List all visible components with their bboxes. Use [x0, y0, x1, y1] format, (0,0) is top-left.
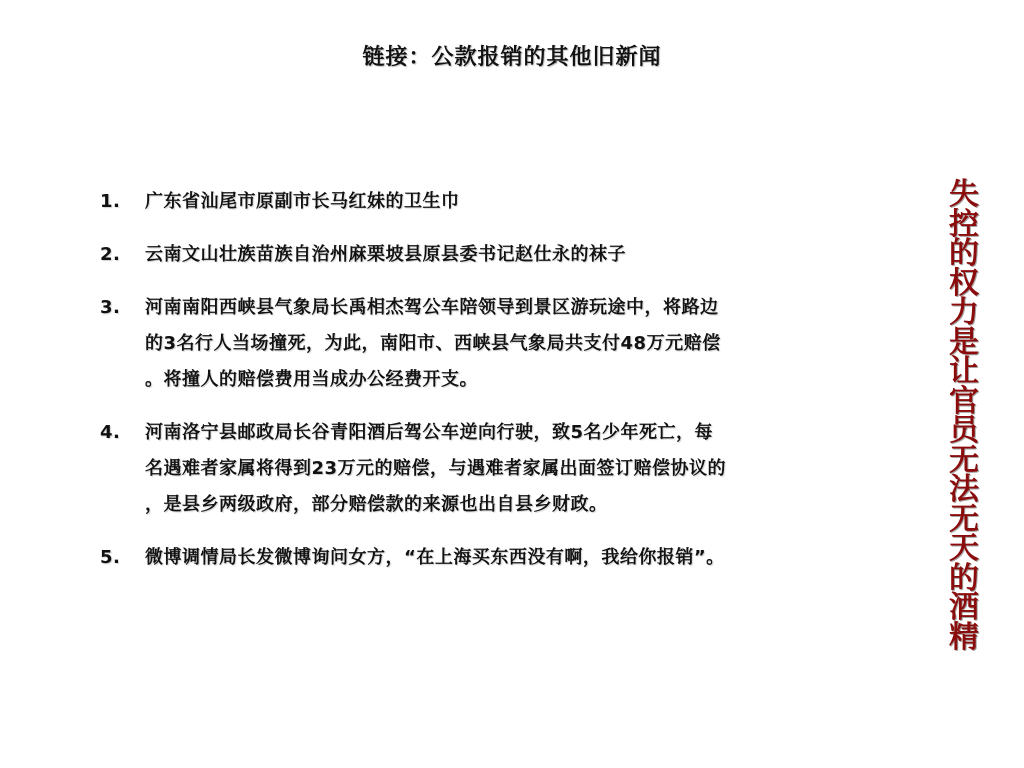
caption-char: 无: [949, 501, 979, 537]
news-item-4: [100, 415, 900, 523]
news-item-2: [100, 237, 900, 273]
item-number: 5.: [100, 547, 121, 568]
caption-char: 失: [949, 177, 979, 212]
caption-char: 酒: [949, 590, 979, 625]
news-item-5: [100, 540, 900, 576]
item-line: 云南文山壮族苗族自治州麻栗坡县原县委书记赵仕永的袜子: [145, 244, 626, 265]
item-number: 2.: [100, 244, 121, 265]
caption-char: 无: [949, 442, 979, 478]
caption-char: 的: [949, 236, 979, 271]
item-number: 4.: [100, 422, 121, 443]
caption-char: 让: [949, 354, 979, 389]
item-line: 广东省汕尾市原副市长马红妹的卫生巾: [145, 191, 460, 212]
caption-char: 天: [949, 531, 979, 566]
news-list: [100, 184, 900, 576]
news-item-3: [100, 290, 900, 398]
caption-char: 员: [949, 413, 979, 448]
caption-char: 法: [949, 472, 979, 507]
caption-char: 控: [949, 206, 979, 242]
side-caption: [944, 177, 984, 655]
item-line: ，是县乡两级政府，部分赔偿款的来源也出自县乡财政。: [145, 494, 608, 515]
item-line: 河南洛宁县邮政局长谷青阳酒后驾公车逆向行驶，致5名少年死亡，每: [145, 422, 714, 443]
item-number: 1.: [100, 191, 121, 212]
item-number: 3.: [100, 297, 121, 318]
caption-char: 是: [949, 324, 979, 360]
caption-char: 权: [949, 265, 979, 301]
caption-char: 官: [949, 383, 979, 419]
item-line: 。将撞人的赔偿费用当成办公经费开支。: [145, 369, 478, 390]
item-line: 微博调情局长发微博询问女方，“在上海买东西没有啊，我给你报销”。: [145, 547, 725, 568]
news-item-1: [100, 184, 900, 220]
caption-char: 的: [949, 560, 979, 596]
item-line: 的3名行人当场撞死，为此，南阳市、西峡县气象局共支付48万元赔偿: [145, 333, 721, 354]
slide-title: 链接：公款报销的其他旧新闻: [362, 45, 662, 70]
caption-char: 精: [949, 619, 979, 655]
item-line: 名遇难者家属将得到23万元的赔偿，与遇难者家属出面签订赔偿协议的: [145, 458, 727, 479]
caption-char: 力: [949, 295, 979, 330]
item-line: 河南南阳西峡县气象局长禹相杰驾公车陪领导到景区游玩途中，将路边: [145, 297, 719, 318]
